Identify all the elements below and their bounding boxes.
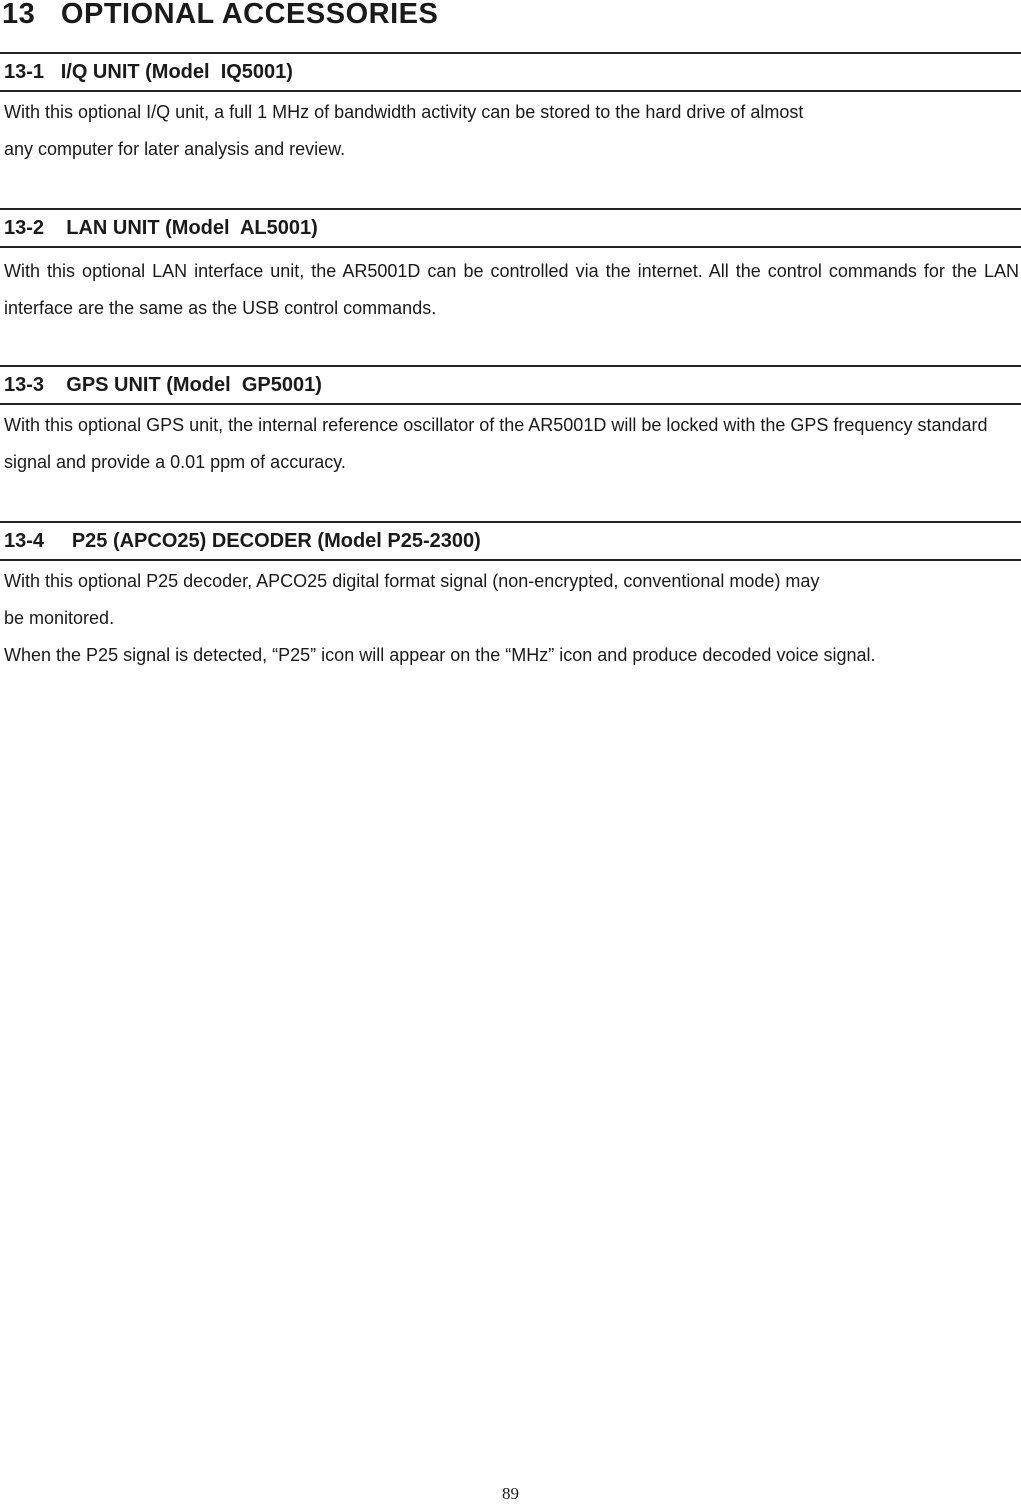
section-heading-bar — [0, 52, 1021, 92]
section-body — [0, 407, 1021, 481]
section-body — [0, 253, 1021, 327]
section-heading-bar — [0, 208, 1021, 248]
section-lan-unit — [0, 208, 1021, 327]
body-paragraph: With this optional I/Q unit, a full 1 MHz of bandwidth activity can be stored to the hard drive of almost — [4, 102, 804, 122]
section-body — [0, 94, 1021, 168]
page-number: 89 — [502, 1484, 519, 1503]
section-heading: 13-3 GPS UNIT (Model GP5001) — [4, 373, 322, 396]
justify-wrapper — [4, 637, 1019, 674]
section-heading: 13-4 P25 (APCO25) DECODER (Model P25-2300) — [4, 529, 481, 552]
body-paragraph: With this optional GPS unit, the internal reference oscillator of the AR5001D will be locked with the GPS frequency standard signal and provide a 0.01 ppm of accuracy. — [4, 415, 988, 472]
body-paragraph: any computer for later analysis and review. — [4, 139, 346, 159]
body-paragraph: With this optional LAN interface unit, the AR5001D can be controlled via the internet. All the control commands for the LAN interface are the same as the USB control commands. — [4, 261, 1019, 318]
section-heading: 13-1 I/Q UNIT (Model IQ5001) — [4, 60, 293, 83]
body-paragraph: With this optional P25 decoder, APCO25 digital format signal (non-encrypted, conventional mode) may — [4, 571, 820, 591]
chapter-title: 13 OPTIONAL ACCESSORIES — [2, 0, 439, 30]
section-gps-unit — [0, 365, 1021, 481]
section-p25-decoder — [0, 521, 1021, 674]
section-iq-unit — [0, 52, 1021, 168]
section-heading-bar — [0, 521, 1021, 561]
section-heading-bar — [0, 365, 1021, 405]
body-paragraph: be monitored. — [4, 608, 115, 628]
section-body — [0, 563, 1021, 674]
section-heading: 13-2 LAN UNIT (Model AL5001) — [4, 216, 318, 239]
body-paragraph: When the P25 signal is detected, “P25” icon will appear on the “MHz” icon and produce decoded voice signal. — [4, 645, 876, 665]
